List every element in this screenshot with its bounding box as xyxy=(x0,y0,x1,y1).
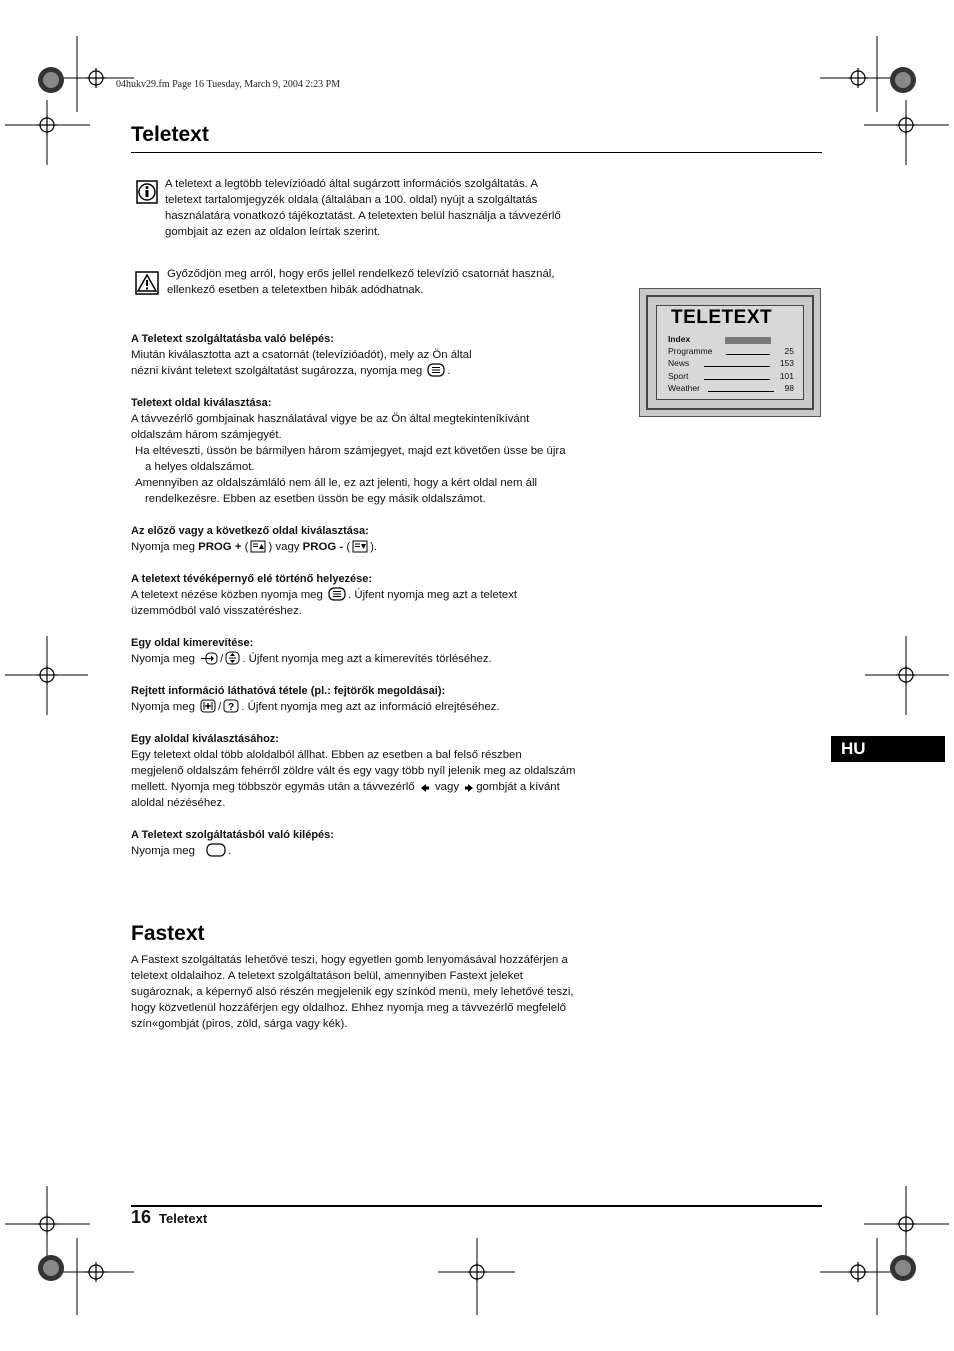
text-line: Ha eltéveszti, üssön be bármilyen három számjegyet, majd ezt követően üsse be újra xyxy=(135,445,566,457)
instructions-body xyxy=(131,331,631,859)
tv-frame xyxy=(646,295,814,410)
text-line: A teletext nézése közben nyomja meg . Újfent nyomja meg azt a teletext xyxy=(131,589,518,601)
tv-row-index: Index xyxy=(668,334,794,346)
text-line: megjelenő oldalszám fehérről zöldre vált és egy vagy több nyíl jelenik meg az oldalszám xyxy=(131,765,576,777)
heading-select-page: Teletext oldal kiválasztása: xyxy=(131,397,272,409)
title-rule xyxy=(131,152,822,153)
text-line: Miután kiválasztotta azt a csatornát (televízióadót), mely az Ön által xyxy=(131,349,472,361)
page-up-icon xyxy=(250,540,266,553)
teletext-screen-illustration xyxy=(639,288,821,417)
language-tab: HU xyxy=(831,736,945,762)
svg-text:?: ? xyxy=(228,702,235,713)
tv-button-icon xyxy=(206,843,226,857)
warning-line: ellenkező esetben a teletextben hibák adódhatnak. xyxy=(167,284,424,296)
warning-icon xyxy=(135,271,159,295)
heading-reveal: Rejtett információ láthatóvá tétele (pl.: fejtörők megoldásai): xyxy=(131,685,446,697)
text-line: szín«gombját (piros, zöld, sárga vagy kék). xyxy=(131,1018,348,1030)
text-line: A távvezérlő gombjainak használatával vigye be az Ön által megtekinteníkívánt xyxy=(131,413,530,425)
text-line: aloldal nézéséhez. xyxy=(131,797,226,809)
text-line: teletext oldalaihoz. A teletext szolgáltatáson belül, amennyiben Fastext jeleket xyxy=(131,970,523,982)
text-line: A Fastext szolgáltatás lehetővé teszi, hogy egyetlen gomb lenyomásával hozzáférjen a xyxy=(131,954,568,966)
info-line: használatára vonatkozó tájékoztatást. A teletexten belül használja a távvezérlő xyxy=(165,210,561,222)
warning-note xyxy=(167,266,555,298)
file-info-header: 04hukv29.fm Page 16 Tuesday, March 9, 2004 2:23 PM xyxy=(116,79,341,90)
page-down-icon xyxy=(352,540,368,553)
tv-title: TELETEXT xyxy=(671,307,773,328)
text-line: Nyomja meg PROG + ( ) vagy PROG - ( ). xyxy=(131,541,378,553)
heading-subpage: Egy aloldal kiválasztásához: xyxy=(131,733,279,745)
tv-row: News 153 xyxy=(668,358,794,368)
text-line: Nyomja meg / ? . Újfent nyomja meg azt az információ elrejtéséhez. xyxy=(131,701,500,713)
footer-rule xyxy=(131,1205,822,1207)
text-line: üzemmódból való visszatéréshez. xyxy=(131,605,302,617)
heading-enlarge: Egy oldal kimerevítése: xyxy=(131,637,254,649)
heading-enter: A Teletext szolgáltatásba való belépés: xyxy=(131,333,334,345)
tv-row: Sport 101 xyxy=(668,371,794,381)
reveal-plus-icon xyxy=(200,699,216,713)
heading-prev-next: Az előző vagy a következő oldal kiválasztása: xyxy=(131,525,369,537)
text-line: Nyomja meg . xyxy=(131,845,232,857)
text-line: hogy közvetlenül hozzáférjen egy oldalhoz. Ehhez nyomja meg a távvezérlő megfelelő xyxy=(131,1002,566,1014)
text-line: Egy teletext oldal több aloldalból állhat. Ebben az esetben a bal felső részben xyxy=(131,749,522,761)
text-line: Amennyiben az oldalszámláló nem áll le, ez azt jelenti, hogy a kért oldal nem áll xyxy=(135,477,538,489)
left-arrow-icon xyxy=(420,783,430,793)
hold-icon xyxy=(225,651,240,665)
text-line: oldalszám három számjegyét. xyxy=(131,429,282,441)
tv-row: Weather 98 xyxy=(668,383,794,393)
question-icon xyxy=(223,699,239,713)
info-line: teletext tartalomjegyzék oldala (általában a 100. oldal) nyújt a szolgáltatás xyxy=(165,194,538,206)
teletext-button-icon xyxy=(328,587,346,601)
info-line: gombjait az ezen az oldalon leírtak szerint. xyxy=(165,226,381,238)
index-highlight-bar xyxy=(725,337,771,344)
info-icon xyxy=(136,180,158,204)
right-arrow-icon xyxy=(464,783,474,793)
text-line: nézni kívánt teletext szolgáltatást sugározza, nyomja meg . xyxy=(131,365,451,377)
tv-screen xyxy=(656,305,804,400)
info-line: A teletext a legtöbb televízióadó által sugárzott információs szolgáltatás. A xyxy=(165,178,538,190)
fastext-body xyxy=(131,952,631,1032)
heading-overlay: A teletext tévéképernyő elé történő helyezése: xyxy=(131,573,373,585)
text-line: mellett. Nyomja meg többször egymás után a távvezérlő vagy gombját a kívánt xyxy=(131,781,560,793)
section-title-teletext: Teletext xyxy=(131,123,209,146)
input-arrow-icon xyxy=(200,652,218,665)
heading-exit: A Teletext szolgáltatásból való kilépés: xyxy=(131,829,334,841)
teletext-button-icon xyxy=(427,363,445,377)
text-line: Nyomja meg / . Újfent nyomja meg azt a kimerevítés törléséhez. xyxy=(131,653,492,665)
text-line: a helyes oldalszámot. xyxy=(145,461,255,473)
section-title-fastext: Fastext xyxy=(131,922,205,945)
info-note xyxy=(165,176,561,240)
warning-line: Győződjön meg arról, hogy erős jellel rendelkező televízió csatornát használ, xyxy=(167,268,555,280)
text-line: sugároznak, a képernyő alsó részén megjelenik egy színkód menü, mely lehetővé teszi, xyxy=(131,986,574,998)
page-number: 16 xyxy=(131,1207,152,1227)
footer-title: Teletext xyxy=(159,1211,208,1226)
text-line: rendelkezésre. Ebben az esetben üssön be egy másik oldalszámot. xyxy=(145,493,486,505)
tv-row: Programme 25 xyxy=(668,346,794,356)
